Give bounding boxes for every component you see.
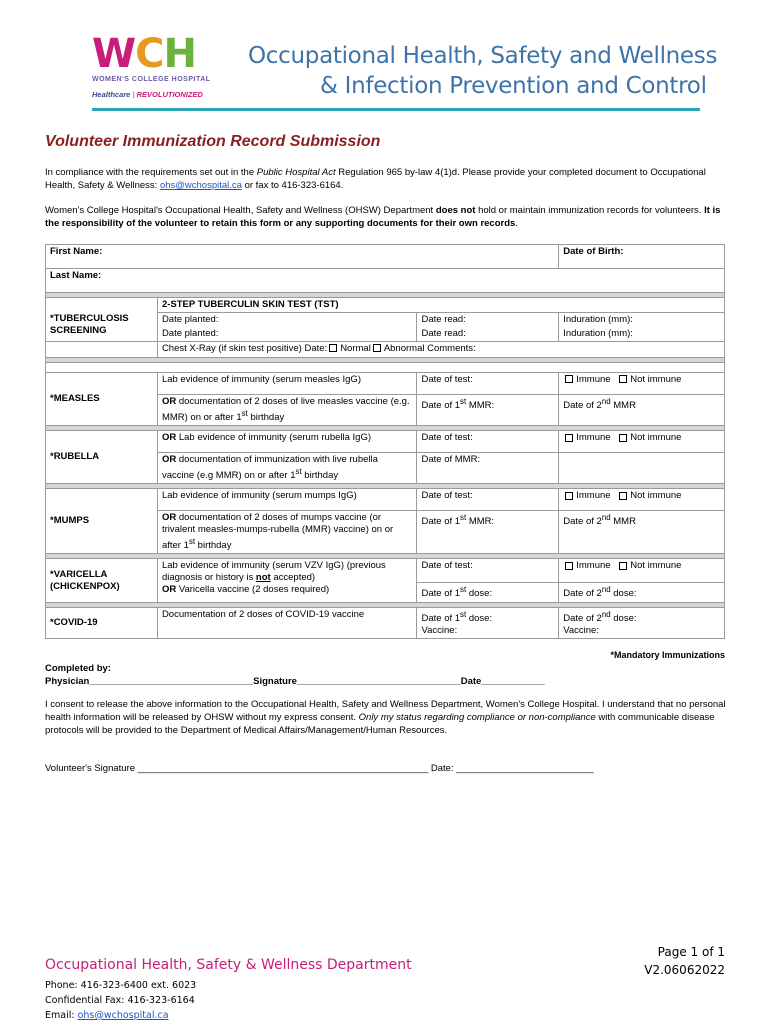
rubella-label: *RUBELLA [46,431,158,484]
immunization-form [45,244,725,639]
page-info [644,943,725,979]
tst-date-planted-2[interactable]: Date planted: [157,327,417,342]
consent-paragraph: I consent to release the above information to the Occupational Health, Safety and Wellness Department, Women's College Hospital. I understand that no personal health information will be released by OHSW without my express consent. Only my status regarding compliance or non-compliance with communicable disease protocols will be provided to the Department of Medical Affairs/Management/Human Resources. [45,699,726,736]
measles-immunity-status: Immune Not immune [559,373,725,395]
footer-fax: Confidential Fax: 416-323-6164 [45,995,195,1006]
mumps-immunity-status: Immune Not immune [559,489,725,511]
mumps-first-mmr-date[interactable]: Date of 1st MMR: [417,511,559,554]
measles-label: *MEASLES [46,373,158,426]
completed-by-label: Completed by: [45,663,111,674]
footer-contact [45,978,196,1023]
varicella-evidence: Lab evidence of immunity (serum VZV IgG) (previous diagnosis or history is not accepted) OR Varicella vaccine (2 doses required) [157,559,417,602]
hospital-logo [92,31,217,99]
rubella-lab-evidence: OR Lab evidence of immunity (serum rubella IgG) [157,431,417,453]
logo-letters: WCH [92,31,196,77]
measles-documentation: OR documentation of 2 doses of live measles vaccine (e.g. MMR) on or after 1st birthday [157,395,417,426]
varicella-first-dose-date[interactable]: Date of 1st dose: [417,583,559,602]
rubella-immune-checkbox[interactable] [565,434,573,442]
covid-second-dose[interactable]: Date of 2nd dose: Vaccine: [559,607,725,638]
varicella-label: *VARICELLA (CHICKENPOX) [46,559,158,602]
logo-subtitle: WOMEN'S COLLEGE HOSPITAL [92,76,211,83]
footer-phone: Phone: 416-323-6400 ext. 6023 [45,980,197,991]
footer-email-link[interactable]: ohs@wchospital.ca [77,1010,169,1021]
rubella-mmr-date[interactable]: Date of MMR: [417,453,559,484]
xray-normal-checkbox[interactable] [329,344,337,352]
mumps-not-immune-checkbox[interactable] [619,492,627,500]
records-notice: Women's College Hospital's Occupational Health, Safety and Wellness (OHSW) Department does not hold or maintain immunization records for volunteers. It is the responsibility of the volunteer to retain this form or any supporting documents for their own records. [45,205,721,229]
rubella-date-of-test[interactable]: Date of test: [417,431,559,453]
mumps-date-of-test[interactable]: Date of test: [417,489,559,511]
varicella-immune-checkbox[interactable] [565,562,573,570]
logo-tagline: Healthcare | REVOLUTIONIZED [92,90,203,99]
footer-department: Occupational Health, Safety & Wellness Department [45,957,412,973]
varicella-not-immune-checkbox[interactable] [619,562,627,570]
tst-induration-1[interactable]: Induration (mm): [559,313,725,328]
version-number: V2.06062022 [644,963,725,977]
measles-not-immune-checkbox[interactable] [619,375,627,383]
xray-abnormal-checkbox[interactable] [373,344,381,352]
footer-email: Email: ohs@wchospital.ca [45,1010,169,1021]
completed-by-block [45,662,545,688]
varicella-immunity-status: Immune Not immune [559,559,725,583]
tuberculosis-label: *TUBERCULOSIS SCREENING [46,313,158,342]
rubella-not-immune-checkbox[interactable] [619,434,627,442]
date-of-birth-field[interactable]: Date of Birth: [559,245,725,269]
header-title-line2: & Infection Prevention and Control [320,73,707,99]
first-name-field[interactable]: First Name: [46,245,559,269]
header-title [248,41,718,101]
mumps-label: *MUMPS [46,489,158,554]
mumps-second-mmr-date[interactable]: Date of 2nd MMR [559,511,725,554]
varicella-date-of-test[interactable]: Date of test: [417,559,559,583]
mumps-immune-checkbox[interactable] [565,492,573,500]
header-title-line1: Occupational Health, Safety and Wellness [248,43,718,69]
varicella-second-dose-date[interactable]: Date of 2nd dose: [559,583,725,602]
measles-second-mmr-date[interactable]: Date of 2nd MMR [559,395,725,426]
physician-signature-line[interactable]: Physician_______________________________Signature_______________________________Date____________ [45,676,545,687]
measles-date-of-test[interactable]: Date of test: [417,373,559,395]
tst-date-read-1[interactable]: Date read: [417,313,559,328]
mumps-lab-evidence: Lab evidence of immunity (serum mumps IgG) [157,489,417,511]
rubella-immunity-status: Immune Not immune [559,431,725,453]
header-divider [92,108,700,111]
page-number: Page 1 of 1 [657,945,725,959]
intro-paragraph: In compliance with the requirements set out in the Public Hospital Act Regulation 965 by-law 4(1)d. Please provide your completed document to Occupational Health, Safety & Wellness: ohs@wchospital.ca or fax to 416-323-6164. [45,167,706,191]
tb-label [46,298,158,313]
mumps-documentation: OR documentation of 2 doses of mumps vaccine (or trivalent measles-mumps-rubella (MMR) vaccine) on or after 1st birthday [157,511,417,554]
tst-date-planted-1[interactable]: Date planted: [157,313,417,328]
mandatory-note: *Mandatory Immunizations [610,650,725,660]
tst-heading: 2-STEP TUBERCULIN SKIN TEST (TST) [157,298,724,313]
measles-lab-evidence: Lab evidence of immunity (serum measles IgG) [157,373,417,395]
tst-date-read-2[interactable]: Date read: [417,327,559,342]
tst-induration-2[interactable]: Induration (mm): [559,327,725,342]
measles-first-mmr-date[interactable]: Date of 1st MMR: [417,395,559,426]
volunteer-signature-line[interactable]: Volunteer's Signature _______________________________________________________ Date: __________________________ [45,763,594,774]
covid-documentation: Documentation of 2 doses of COVID-19 vaccine [157,607,417,638]
page-title: Volunteer Immunization Record Submission [45,133,381,150]
rubella-documentation: OR documentation of immunization with live rubella vaccine (e.g MMR) on or after 1st birthday [157,453,417,484]
last-name-field[interactable]: Last Name: [46,269,725,293]
covid-label: *COVID-19 [46,607,158,638]
covid-first-dose[interactable]: Date of 1st dose: Vaccine: [417,607,559,638]
ohs-email-link[interactable]: ohs@wchospital.ca [159,180,242,191]
chest-xray-row: Chest X-Ray (if skin test positive) Date: Normal Abnormal Comments: [157,342,724,358]
measles-immune-checkbox[interactable] [565,375,573,383]
